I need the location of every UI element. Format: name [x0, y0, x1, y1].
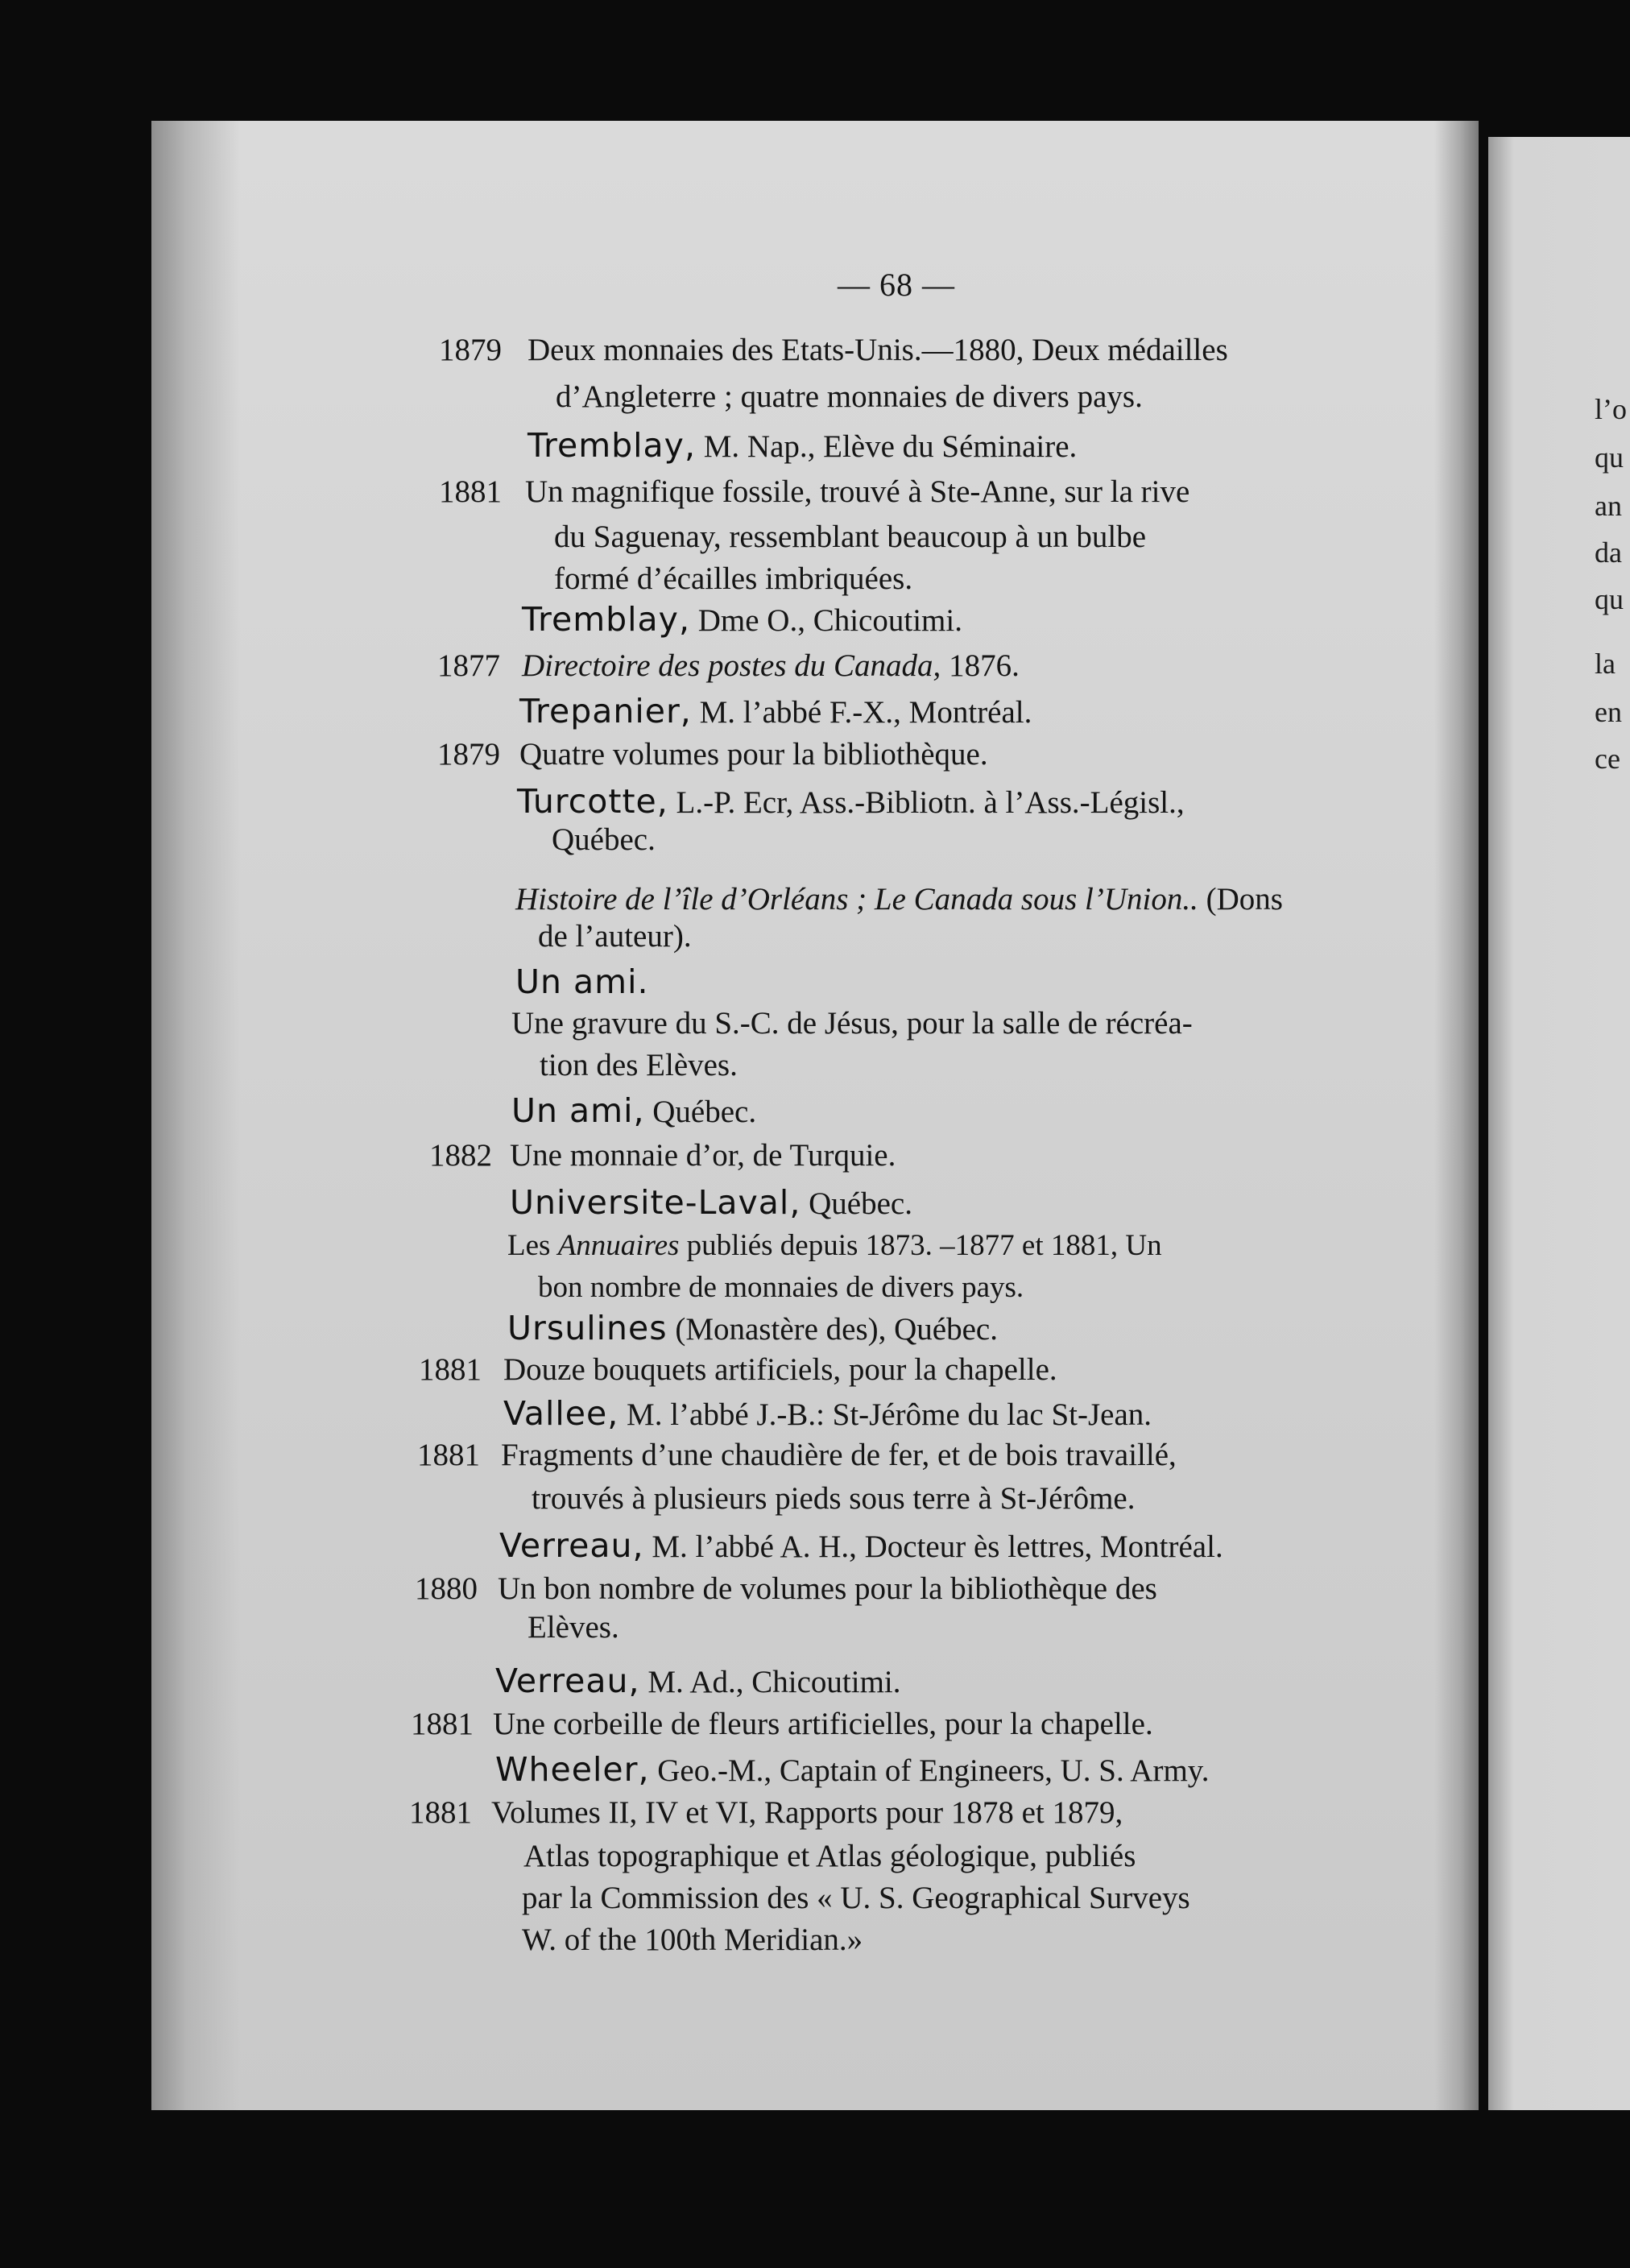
facing-fragment: l’o — [1595, 393, 1627, 425]
donor-name: Un ami, — [511, 1091, 645, 1130]
donor-heading — [527, 427, 1077, 466]
entry-year: 1881 — [417, 1438, 480, 1472]
entry-rest: 1876. — [941, 648, 1020, 683]
donor-detail: M. l’abbé A. H., Docteur ès lettres, Montréal. — [643, 1529, 1223, 1564]
entry-text: Une gravure du S.-C. de Jésus, pour la salle de récréa- — [511, 1006, 1193, 1041]
donor-detail: Québec. — [644, 1095, 757, 1129]
entry-year: 1877 — [437, 648, 500, 683]
entry-text: du Saguenay, ressemblant beaucoup à un bulbe — [554, 519, 1147, 554]
entry-text: d’Angleterre ; quatre monnaies de divers pays. — [556, 379, 1143, 414]
entry-italic: Annuaires — [557, 1229, 680, 1262]
donor-heading — [517, 783, 1185, 822]
donor-detail: (Monastère des), Québec. — [667, 1312, 998, 1347]
entry-year: 1882 — [429, 1138, 492, 1173]
donor-name: Verreau, — [495, 1662, 640, 1700]
facing-fragment: an — [1595, 490, 1622, 522]
donor-name: Turcotte, — [517, 782, 668, 821]
entry-year: 1881 — [409, 1795, 472, 1830]
entry-text: de l’auteur). — [538, 919, 692, 954]
donor-heading — [507, 1310, 998, 1348]
facing-fragment: qu — [1595, 441, 1624, 474]
entry-text — [507, 1227, 1162, 1264]
entry-text: Un magnifique fossile, trouvé à Ste-Anne, sur la rive — [525, 474, 1190, 509]
facing-fragment: qu — [1595, 583, 1624, 615]
donor-name: Trepanier, — [519, 692, 692, 730]
entry-year: 1881 — [419, 1352, 482, 1387]
entry-text: Fragments d’une chaudière de fer, et de bois travaillé, — [501, 1438, 1177, 1472]
entry-text: Une monnaie d’or, de Turquie. — [510, 1138, 896, 1173]
donor-detail: Québec. — [801, 1186, 912, 1221]
donor-heading — [511, 1092, 756, 1131]
facing-fragment: en — [1595, 696, 1622, 728]
donor-detail: L.-P. Ecr, Ass.-Bibliotn. à l’Ass.-Législ., — [668, 785, 1185, 820]
donor-name: Un ami. — [515, 962, 649, 1001]
entry-italic: Directoire des postes du Canada, — [522, 648, 941, 683]
facing-page-edge — [1488, 137, 1630, 2110]
facing-fragment: da — [1595, 536, 1622, 569]
entry-year: 1880 — [415, 1571, 478, 1606]
entry-text: trouvés à plusieurs pieds sous terre à St-Jérôme. — [532, 1481, 1136, 1516]
donor-detail: M. l’abbé F.-X., Montréal. — [691, 695, 1032, 730]
entry-text: par la Commission des « U. S. Geographical Surveys — [522, 1881, 1190, 1915]
entry-text: Douze bouquets artificiels, pour la chapelle. — [503, 1352, 1057, 1387]
entry-text: bon nombre de monnaies de divers pays. — [538, 1271, 1024, 1304]
entry-pre: Les — [507, 1229, 558, 1262]
entry-year: 1881 — [439, 474, 502, 509]
entry-text: Une corbeille de fleurs artificielles, pour la chapelle. — [493, 1707, 1153, 1741]
donor-heading — [519, 693, 1032, 731]
donor-heading — [515, 963, 649, 1002]
page-number: — 68 — — [838, 267, 955, 303]
donor-detail: Dme O., Chicoutimi. — [689, 603, 962, 638]
entry-italic: Histoire de l’île d’Orléans ; Le Canada sous l’Union.. — [515, 882, 1198, 917]
donor-name: Universite-Laval, — [510, 1183, 801, 1222]
entry-text: Quatre volumes pour la bibliothèque. — [519, 737, 988, 772]
entry-text: tion des Elèves. — [540, 1048, 738, 1082]
entry-text — [522, 648, 1020, 685]
donor-name: Ursulines — [507, 1309, 668, 1347]
donor-detail: Geo.-M., Captain of Engineers, U. S. Army. — [649, 1753, 1210, 1788]
entry-text: Volumes II, IV et VI, Rapports pour 1878 et 1879, — [491, 1795, 1123, 1830]
donor-name: Tremblay, — [527, 426, 696, 465]
donor-name: Wheeler, — [495, 1750, 650, 1789]
entry-text: Un bon nombre de volumes pour la bibliothèque des — [498, 1571, 1157, 1606]
entry-text: Québec. — [552, 822, 656, 857]
entry-text: Atlas topographique et Atlas géologique, publiés — [523, 1839, 1136, 1873]
entry-text: formé d’écailles imbriquées. — [554, 561, 913, 596]
entry-text: W. of the 100th Meridian.» — [522, 1922, 863, 1957]
donor-name: Verreau, — [499, 1526, 644, 1565]
entry-year: 1879 — [439, 333, 502, 367]
entry-text: Deux monnaies des Etats-Unis.—1880, Deux médailles — [527, 333, 1228, 367]
donor-detail: M. l’abbé J.-B.: St-Jérôme du lac St-Jean. — [618, 1397, 1152, 1432]
donor-heading — [495, 1751, 1210, 1790]
donor-heading — [499, 1527, 1223, 1566]
entry-year: 1881 — [411, 1707, 474, 1741]
entry-text: Elèves. — [527, 1610, 619, 1645]
donor-detail: M. Nap., Elève du Séminaire. — [695, 429, 1078, 464]
donor-heading — [522, 601, 962, 639]
facing-fragment: la — [1595, 648, 1616, 680]
entry-rest: (Dons — [1198, 882, 1283, 917]
donor-heading — [503, 1395, 1152, 1434]
entry-text — [515, 881, 1283, 918]
donor-heading — [495, 1662, 901, 1701]
donor-heading — [510, 1184, 912, 1223]
entry-year: 1879 — [437, 737, 500, 772]
donor-name: Vallee, — [503, 1394, 619, 1433]
donor-detail: M. Ad., Chicoutimi. — [639, 1665, 901, 1699]
facing-fragment: ce — [1595, 743, 1620, 775]
donor-name: Tremblay, — [522, 600, 690, 639]
entry-rest: publiés depuis 1873. –1877 et 1881, Un — [679, 1229, 1162, 1262]
